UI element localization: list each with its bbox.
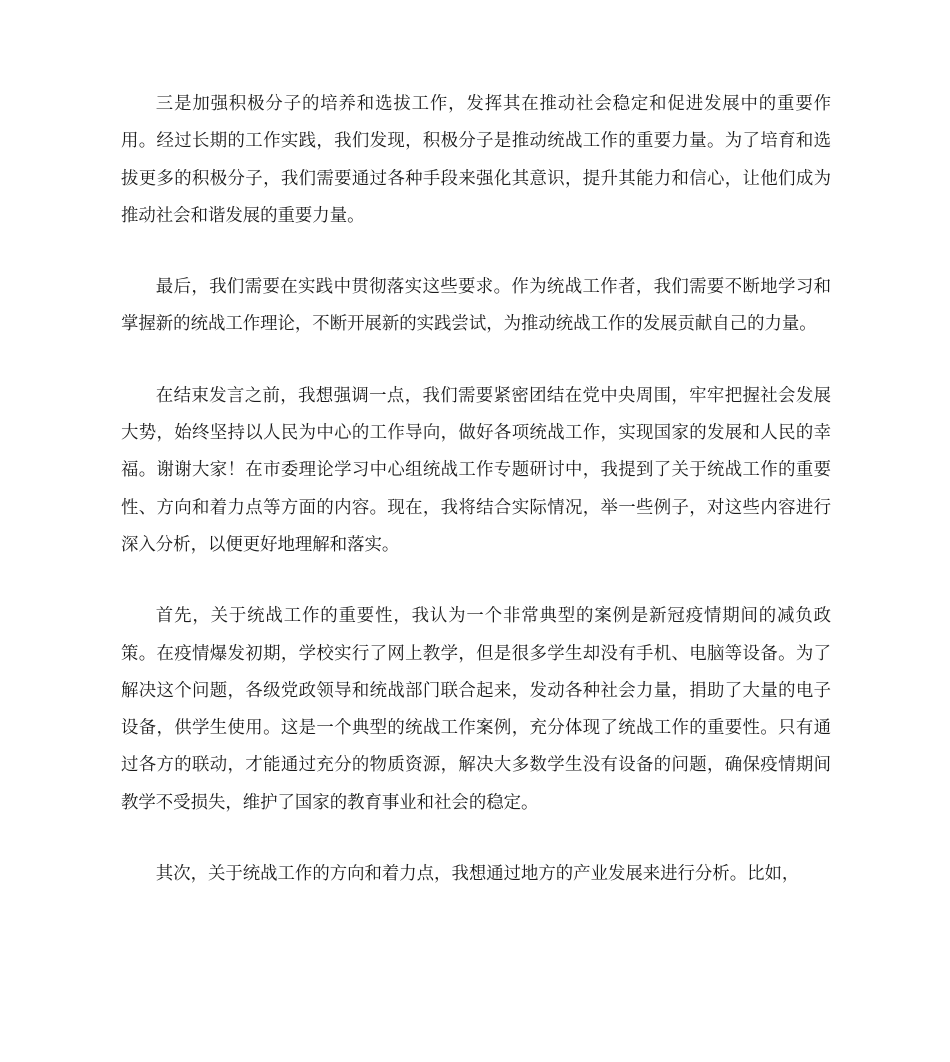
paragraph-implement-requirements: 最后，我们需要在实践中贯彻落实这些要求。作为统战工作者，我们需要不断地学习和掌握新的统战工作理论，不断开展新的实践尝试，为推动统战工作的发展贡献自己的力量。 xyxy=(121,277,831,335)
paragraph-closing-remarks: 在结束发言之前，我想强调一点，我们需要紧密团结在党中央周围，牢牢把握社会发展大势，始终坚持以人民为中心的工作导向，做好各项统战工作，实现国家的发展和人民的幸福。谢谢大家！在市委理论学习中心组统战工作专题研讨中，我提到了关于统战工作的重要性、方向和着力点等方面的内容。现在，我将结合实际情况，举一些例子，对这些内容进行深入分析，以便更好地理解和落实。 xyxy=(121,385,831,555)
paragraph-importance-example: 首先，关于统战工作的重要性，我认为一个非常典型的案例是新冠疫情期间的减负政策。在疫情爆发初期，学校实行了网上教学，但是很多学生却没有手机、电脑等设备。为了解决这个问题，各级党政领导和统战部门联合起来，发动各种社会力量，捐助了大量的电子设备，供学生使用。这是一个典型的统战工作案例，充分体现了统战工作的重要性。只有通过各方的联动，才能通过充分的物质资源，解决大多数学生没有设备的问题，确保疫情期间教学不受损失，维护了国家的教育事业和社会的稳定。 xyxy=(121,606,831,813)
paragraph-direction-focus: 其次，关于统战工作的方向和着力点，我想通过地方的产业发展来进行分析。比如， xyxy=(155,864,800,885)
document-page xyxy=(121,86,831,927)
paragraph-cultivate-activists: 三是加强积极分子的培养和选拔工作，发挥其在推动社会稳定和促进发展中的重要作用。经过长期的工作实践，我们发现，积极分子是推动统战工作的重要力量。为了培育和选拔更多的积极分子，我们需要通过各种手段来强化其意识，提升其能力和信心，让他们成为推动社会和谐发展的重要力量。 xyxy=(121,94,831,226)
